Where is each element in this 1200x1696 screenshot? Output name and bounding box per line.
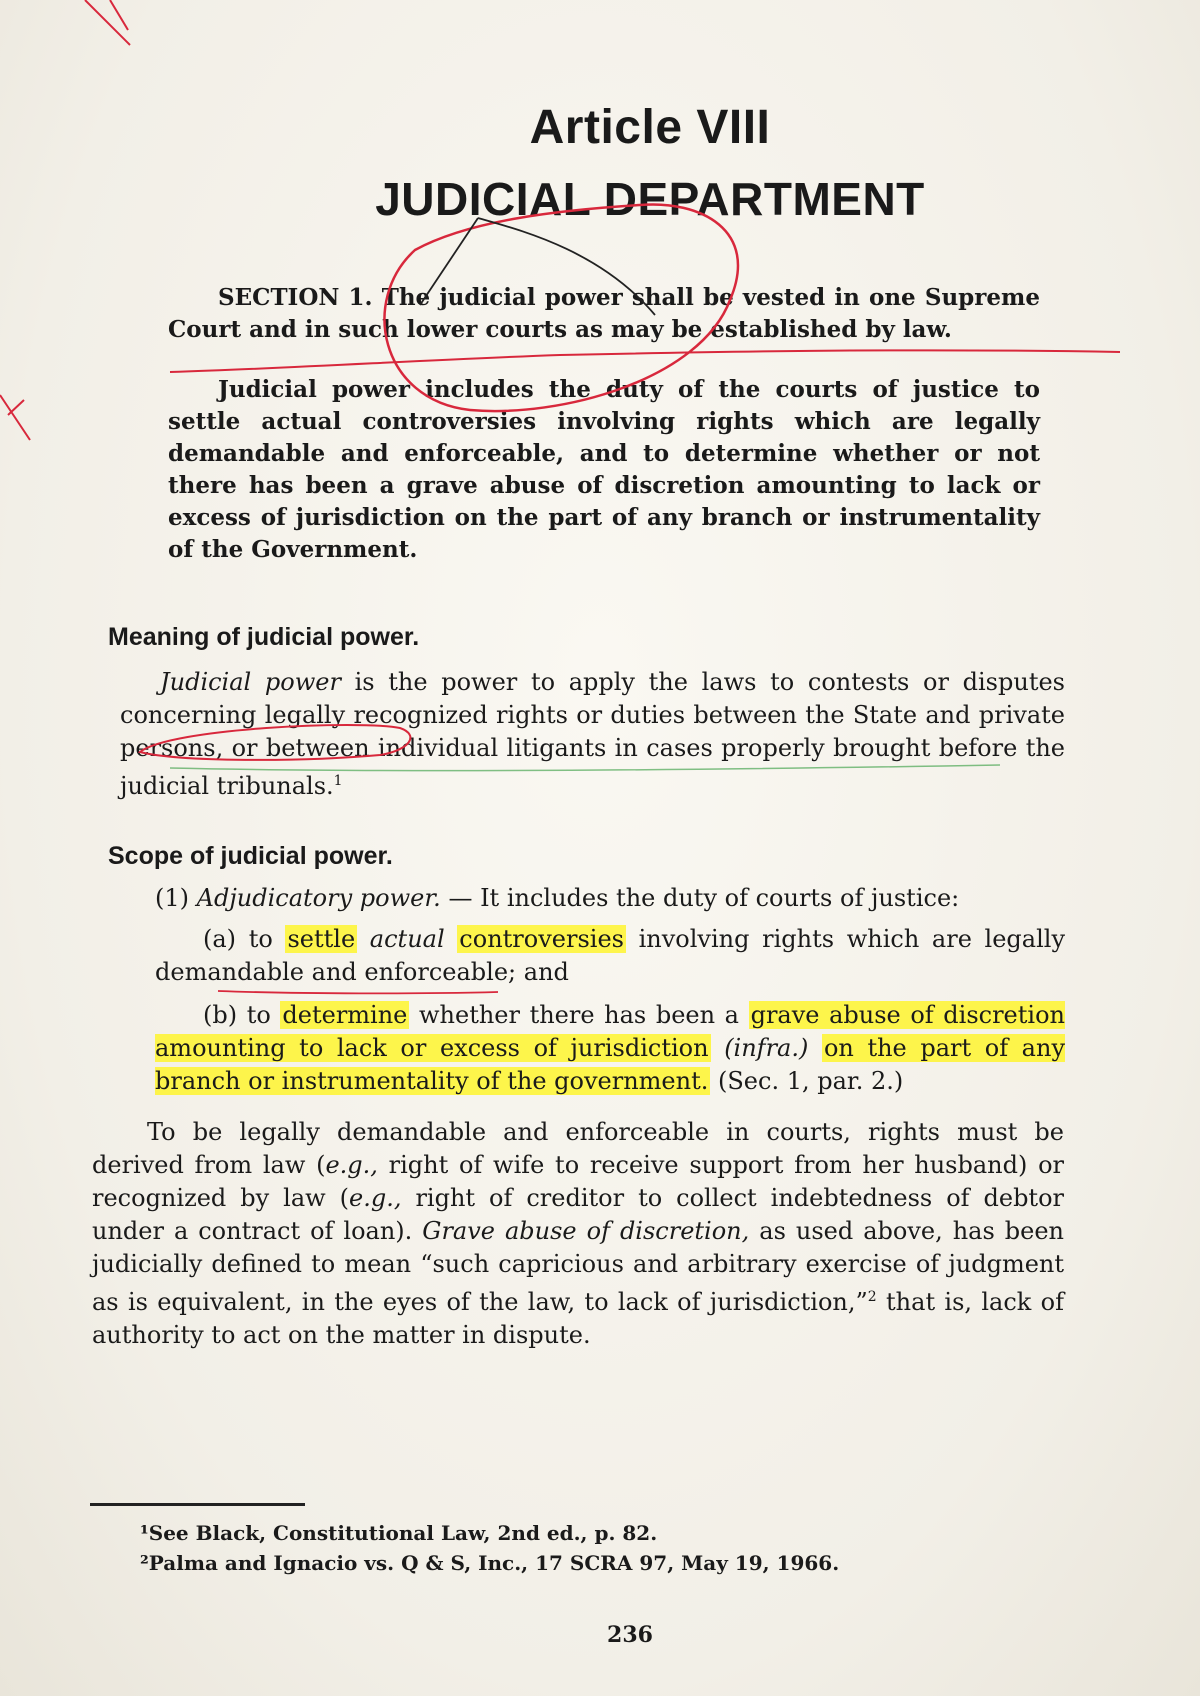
meaning-text: is the power to apply the laws to contests or disputes concerning legally recognized rights or duties between the State and private persons, or between individual litigants in cases properly brought before the judicial tribunals. [120, 668, 1065, 800]
article-title: Article VIII [529, 101, 771, 154]
red-corner-mark [85, 0, 130, 45]
section-1-text [168, 282, 1040, 346]
item-a-post: involving rights which are legally demandable and enforceable; and [155, 925, 1066, 986]
footnote-2: ²Palma and Ignacio vs. Q & S, Inc., 17 SCRA 97, May 19, 1966. [140, 1551, 840, 1575]
rights-text-1: To be legally demandable and enforceable in courts, rights must be derived from law ( [92, 1118, 1064, 1179]
footnote-ref-2: 2 [867, 1289, 877, 1305]
item-a-pre: to [248, 925, 286, 953]
adjudicatory-power-term: Adjudicatory power. [196, 884, 441, 912]
scope-section [155, 882, 1065, 1098]
page-number: 236 [607, 1622, 653, 1648]
item-a-label: (a) [203, 925, 237, 953]
item-b-mid: whether there has been a [409, 1001, 749, 1029]
highlight-controversies: controversies [459, 925, 624, 953]
rights-text-5: that is, lack of authority to act on the matter in dispute. [92, 1288, 1064, 1349]
item-1-number: (1) [155, 884, 189, 912]
grave-abuse-term: Grave abuse of discretion, [422, 1217, 750, 1245]
item-b-pre: to [246, 1001, 281, 1029]
meaning-paragraph [120, 666, 1065, 803]
eg-2: e.g., [349, 1184, 402, 1212]
footnotes [140, 1518, 1040, 1578]
scope-item-a [155, 923, 1065, 989]
footnote-1: ¹See Black, Constitutional Law, 2nd ed., p. 82. [140, 1521, 658, 1545]
item-b-citation: (Sec. 1, par. 2.) [710, 1067, 904, 1095]
red-side-mark [0, 395, 30, 440]
item-b-label: (b) [203, 1001, 238, 1029]
scope-heading: Scope of judicial power. [108, 842, 393, 870]
rights-text-2: right of wife to receive support from her husband) or recognized by law ( [92, 1151, 1064, 1212]
meaning-heading: Meaning of judicial power. [108, 623, 420, 651]
highlight-settle: settle [287, 925, 356, 953]
section-1-body: The judicial power shall be vested in one Supreme Court and in such lower courts as may be established by law. [168, 284, 1040, 343]
scope-item-1 [155, 882, 1065, 915]
scope-item-b [155, 999, 1065, 1098]
footnote-divider [90, 1503, 305, 1506]
footnote-ref-1: 1 [333, 773, 343, 789]
infra-ref: (infra.) [724, 1034, 809, 1062]
rights-paragraph [92, 1116, 1064, 1352]
item-1-text: — It includes the duty of courts of justice: [440, 884, 960, 912]
eg-1: e.g., [325, 1151, 378, 1179]
rights-text-3: right of creditor to collect indebtedness of debtor under a contract of loan). [92, 1184, 1064, 1245]
highlight-grave-abuse: grave abuse of discretion amounting to lack or excess of jurisdiction [155, 1001, 1065, 1062]
meaning-section [120, 666, 1065, 803]
highlight-branch: on the part of any branch or instrumentality of the government. [155, 1034, 1066, 1095]
judicial-power-term: Judicial power [160, 668, 341, 696]
highlight-determine: determine [282, 1001, 408, 1029]
section-1 [168, 282, 1040, 566]
rights-text-4: as used above, has been judicially defined to mean “such capricious and arbitrary exercise of judgment as is equivalent, in the eyes of the law, to lack of jurisdiction,” [92, 1217, 1065, 1316]
actual-term: actual [369, 925, 445, 953]
department-title: JUDICIAL DEPARTMENT [375, 173, 925, 225]
rights-section [92, 1116, 1064, 1352]
section-label: SECTION 1. [218, 284, 373, 311]
section-1-paragraph-2: Judicial power includes the duty of the courts of justice to settle actual controversies involving rights which are legally demandable and enforceable, and to determine whether or not there has been a grave abuse of discretion amounting to lack or excess of jurisdiction on the part of any branch or instrumentality of the Government. [168, 376, 1040, 563]
